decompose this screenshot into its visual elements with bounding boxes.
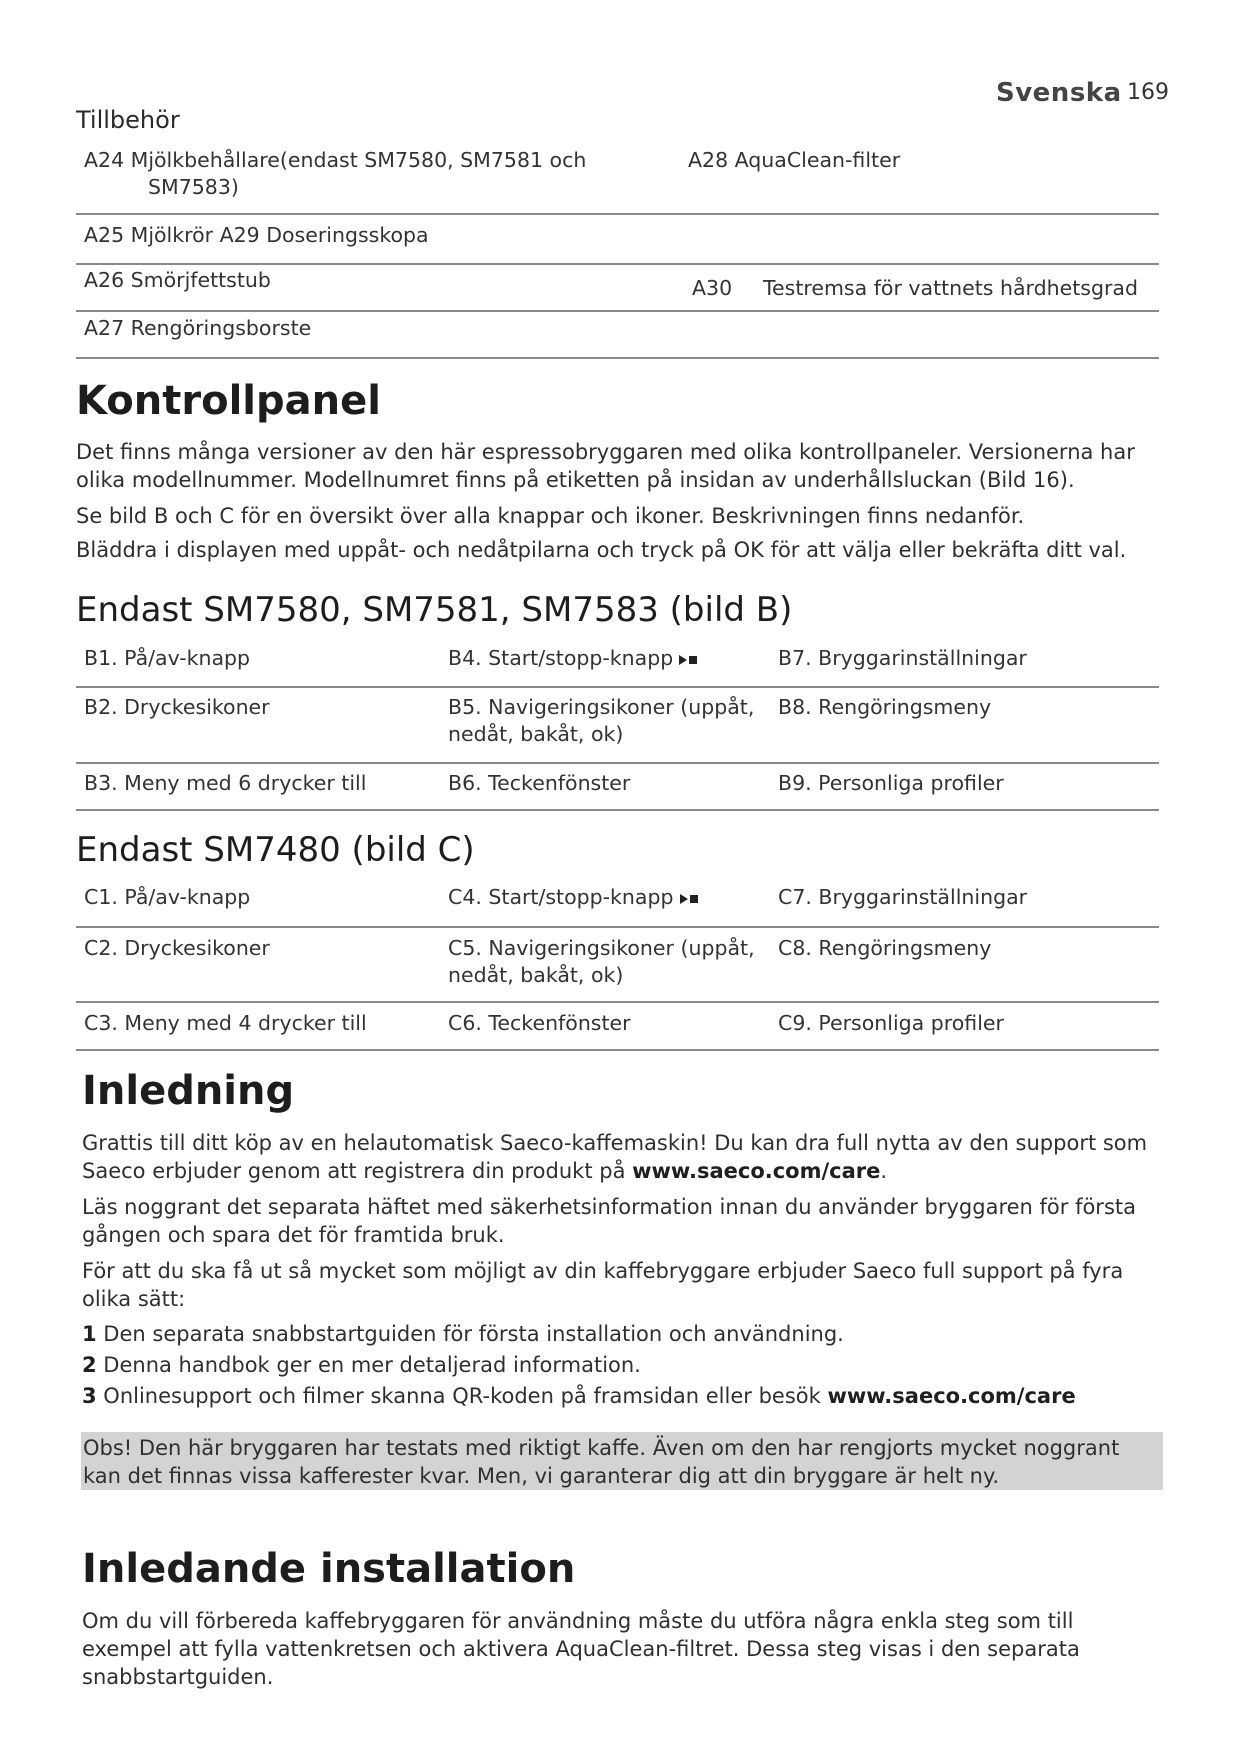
divider [76, 809, 1159, 811]
table-cell: B6. Teckenfönster [448, 771, 631, 795]
list-item-text: Den separata snabbstartguiden för första installation och användning. [96, 1322, 844, 1346]
list-item-text: Onlinesupport och filmer skanna QR-koden på framsidan eller besök [96, 1384, 828, 1408]
inledning-title: Inledning [82, 1068, 295, 1114]
section-c-title: Endast SM7480 (bild C) [76, 830, 475, 870]
accessory-a28: A28 AquaClean-filter [688, 148, 901, 172]
table-cell: B1. På/av-knapp [84, 646, 251, 670]
table-cell [448, 884, 700, 912]
accessory-a26: A26 Smörjfettstub [84, 268, 271, 292]
accessory-a30-code: A30 [692, 276, 733, 300]
table-cell: C5. Navigeringsikoner (uppåt, nedåt, bakåt, ok) [448, 936, 755, 987]
kontrollpanel-title: Kontrollpanel [76, 378, 381, 424]
accessories-title: Tillbehör [76, 106, 180, 134]
table-cell: B3. Meny med 6 drycker till [84, 771, 367, 795]
installation-paragraph: Om du vill förbereda kaffebryggaren för användning måste du utföra några enkla steg som till exempel att fylla vattenkretsen och aktivera AquaClean-filtret. Dessa steg visas i den separata snabbstartguiden. [82, 1609, 1080, 1689]
accessory-a24-line2: SM7583) [148, 175, 239, 199]
table-cell-text: C4. Start/stopp-knapp [448, 885, 674, 909]
table-cell: C7. Bryggarinställningar [778, 885, 1028, 909]
divider [76, 762, 1159, 764]
inledning-paragraph-1-end: . [880, 1159, 888, 1183]
kontrollpanel-paragraph-1: Det finns många versioner av den här espressobryggaren med olika kontrollpaneler. Versionerna har olika modellnummer. Modellnumret finns på etiketten på insidan av underhållsluckan (Bild 16). [76, 440, 1135, 492]
section-b-title: Endast SM7580, SM7581, SM7583 (bild B) [76, 590, 793, 630]
table-cell-text: B4. Start/stopp-knapp [448, 646, 674, 670]
divider [76, 1001, 1159, 1003]
divider [76, 926, 1159, 928]
list-item [82, 1351, 1162, 1379]
table-cell: C8. Rengöringsmeny [778, 936, 992, 960]
inledning-paragraph-1 [82, 1129, 1162, 1185]
saeco-care-link[interactable]: www.saeco.com/care [632, 1159, 881, 1183]
play-pause-icon [680, 885, 700, 912]
list-item-number: 3 [82, 1384, 97, 1408]
kontrollpanel-paragraph-3: Bläddra i displayen med uppåt- och nedåtpilarna och tryck på OK för att välja eller bekräfta ditt val. [76, 538, 1127, 562]
table-cell: C2. Dryckesikoner [84, 936, 270, 960]
inledning-paragraph-3: För att du ska få ut så mycket som möjligt av din kaffebryggare erbjuder Saeco full support på fyra olika sätt: [82, 1259, 1124, 1311]
list-item-number: 1 [82, 1322, 97, 1346]
inledning-paragraph-1-text: Grattis till ditt köp av en helautomatisk Saeco-kaffemaskin! Du kan dra full nytta av den support som Saeco erbjuder genom att registrera din produkt på [82, 1131, 1148, 1183]
accessory-a24 [84, 147, 586, 201]
table-cell: C3. Meny med 4 drycker till [84, 1011, 367, 1035]
list-item [82, 1382, 1162, 1410]
divider [76, 357, 1159, 359]
table-cell: B5. Navigeringsikoner (uppåt, nedåt, bakåt, ok) [448, 695, 755, 746]
table-cell: C9. Personliga profiler [778, 1011, 1004, 1035]
list-item [82, 1320, 1162, 1348]
accessory-a24-line1: A24 Mjölkbehållare(endast SM7580, SM7581 och [84, 148, 587, 172]
divider [76, 263, 1159, 265]
kontrollpanel-paragraph-2: Se bild B och C för en översikt över alla knappar och ikoner. Beskrivningen finns nedanför. [76, 504, 1025, 528]
inledning-paragraph-2: Läs noggrant det separata häftet med säkerhetsinformation innan du använder bryggaren för första gången och spara det för framtida bruk. [82, 1195, 1136, 1247]
saeco-care-link[interactable]: www.saeco.com/care [827, 1384, 1076, 1408]
table-cell [448, 645, 699, 673]
installation-title: Inledande installation [82, 1546, 576, 1592]
divider [76, 310, 1159, 312]
table-cell: C1. På/av-knapp [84, 885, 251, 909]
accessory-a30-text: Testremsa för vattnets hårdhetsgrad [763, 276, 1138, 300]
divider [76, 686, 1159, 688]
divider [76, 1049, 1159, 1051]
table-cell: B2. Dryckesikoner [84, 695, 270, 719]
table-cell: B8. Rengöringsmeny [778, 695, 992, 719]
list-item-number: 2 [82, 1353, 97, 1377]
list-item-text: Denna handbok ger en mer detaljerad information. [96, 1353, 641, 1377]
note-text: Obs! Den här bryggaren har testats med riktigt kaffe. Även om den har rengjorts mycket noggrant kan det finnas vissa kafferester kvar. Men, vi garanterar dig att din bryggare är helt ny. [83, 1436, 1120, 1488]
table-cell: B7. Bryggarinställningar [778, 646, 1027, 670]
play-pause-icon [679, 646, 699, 673]
accessory-a25: A25 Mjölkrör A29 Doseringsskopa [84, 223, 429, 247]
page-number: 169 [1127, 80, 1169, 105]
divider [76, 213, 1159, 215]
page-language: Svenska [996, 78, 1122, 108]
table-cell: B9. Personliga profiler [778, 771, 1004, 795]
accessory-a27: A27 Rengöringsborste [84, 316, 312, 340]
table-cell: C6. Teckenfönster [448, 1011, 631, 1035]
